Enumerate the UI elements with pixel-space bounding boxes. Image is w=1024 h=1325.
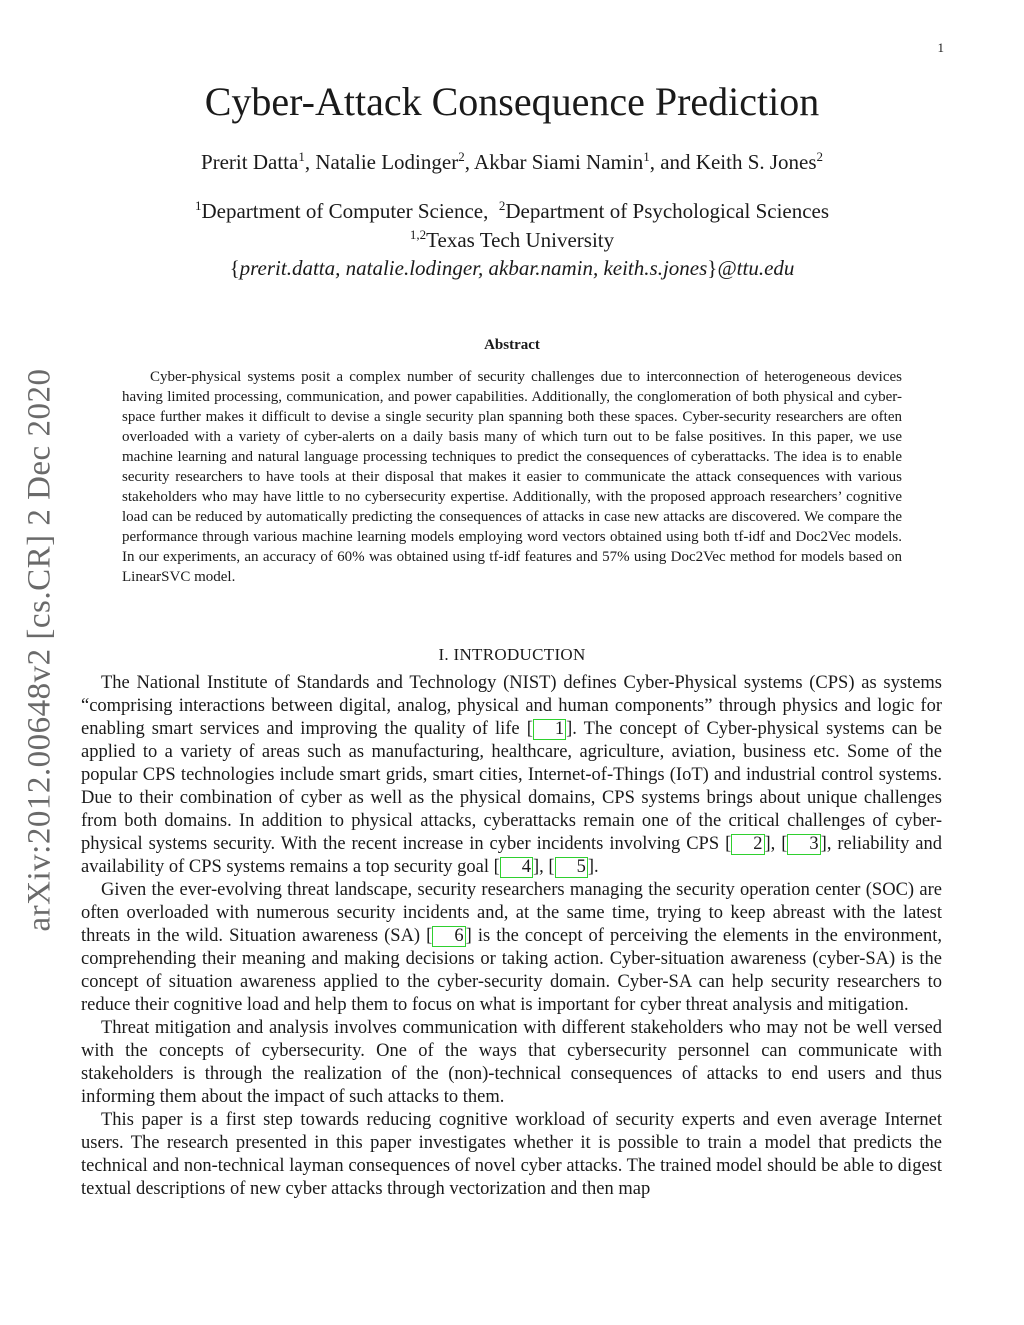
arxiv-identifier-stamp[interactable]: arXiv:2012.00648v2 [cs.CR] 2 Dec 2020 bbox=[21, 368, 58, 932]
author-name: , and Keith S. Jones bbox=[649, 150, 817, 174]
paragraph-text: ]. The concept of Cyber-physical systems can be applied to a variety of areas such as manufacturing, healthcare, agriculture, aviation, business etc. Some of the popular CPS technologies include smart grids, smart cities, Internet-of-Things (IoT) and industrial control systems. Due to their combination of cyber as well as the physical domains, CPS systems brings about unique challenges from both domains. In addition to physical attacks, cyberattacks remain one of the critical challenges of cyber-physical systems security. With the recent increase in cyber incidents involving CPS [ bbox=[81, 719, 942, 854]
section-title-initial: I bbox=[453, 645, 460, 664]
paragraph-text: Given the ever-evolving threat landscape, security researchers managing the security operation center (SOC) are often overloaded with numerous security incidents and, at the same time, trying to keep abreast with the latest threats in the wild. Situation awareness (SA) [ bbox=[81, 880, 942, 946]
introduction-body bbox=[81, 672, 942, 1201]
email-brace-close: } bbox=[707, 256, 718, 280]
author-emails[interactable] bbox=[0, 256, 1024, 281]
affiliation-mark: 1,2 bbox=[409, 227, 427, 242]
paragraph-text: ], [ bbox=[764, 834, 788, 854]
section-heading-introduction bbox=[0, 645, 1024, 665]
paragraph bbox=[81, 672, 942, 879]
citation-link[interactable]: 4 bbox=[500, 857, 533, 878]
affiliation-university bbox=[0, 228, 1024, 253]
citation-link[interactable]: 1 bbox=[533, 719, 566, 740]
citation-link[interactable]: 2 bbox=[731, 834, 764, 855]
paper-title: Cyber-Attack Consequence Prediction bbox=[204, 79, 820, 124]
paragraph-text: ], [ bbox=[533, 857, 555, 877]
author-name: Prerit Datta bbox=[200, 150, 299, 174]
author-name: , Akbar Siami Namin bbox=[464, 150, 644, 174]
affiliation-departments bbox=[0, 199, 1024, 224]
paragraph: Threat mitigation and analysis involves communication with different stakeholders who may not be well versed with the concepts of cybersecurity. One of the ways that cybersecurity personnel can communicate with stakeholders is through the realization of the (non)-technical consequences of attacks to end users and thus informing them about the impact of such attacks to them. bbox=[81, 1018, 942, 1107]
citation-link[interactable]: 3 bbox=[787, 834, 820, 855]
email-usernames: prerit.datta, natalie.lodinger, akbar.namin, keith.s.jones bbox=[239, 256, 708, 280]
author-affiliation-mark: 2 bbox=[816, 149, 824, 164]
author-affiliation-mark: 2 bbox=[458, 149, 465, 164]
paragraph bbox=[81, 879, 942, 1017]
paragraph-text: ], reliability and availability of CPS systems remains a top security goal [ bbox=[81, 834, 942, 877]
department-psychological-sciences: Department of Psychological Sciences bbox=[505, 199, 830, 223]
section-number: I. bbox=[438, 645, 449, 664]
affiliation-mark: 1 bbox=[194, 198, 202, 213]
university-name: Texas Tech University bbox=[426, 228, 615, 252]
paragraph: This paper is a first step towards reducing cognitive workload of security experts and even average Internet users. The research presented in this paper investigates whether it is possible to train a model that predicts the technical and non-technical layman consequences of novel cyber attacks. The trained model should be able to digest textual descriptions of new cyber attacks through vectorization and then map bbox=[81, 1110, 942, 1199]
citation-link[interactable]: 5 bbox=[555, 857, 588, 878]
author-affiliation-mark: 1 bbox=[643, 149, 650, 164]
section-title-rest: NTRODUCTION bbox=[459, 645, 586, 664]
abstract-heading: Abstract bbox=[484, 337, 540, 353]
email-brace-open: { bbox=[229, 256, 240, 280]
author-name: , Natalie Lodinger bbox=[304, 150, 459, 174]
paragraph-text: ] is the concept of perceiving the elements in the environment, comprehending their meaning and making decisions or taking action. Cyber-situation awareness (cyber-SA) is the concept of situation awareness applied to the cyber-security domain. Cyber-SA can help security researchers to reduce their cognitive load and help them to focus on what is important for cyber threat analysis and mitigation. bbox=[81, 926, 942, 1015]
page-number: 1 bbox=[937, 40, 944, 55]
author-affiliation-mark: 1 bbox=[298, 149, 305, 164]
department-computer-science: Department of Computer Science, bbox=[201, 199, 489, 223]
citation-link[interactable]: 6 bbox=[432, 926, 465, 947]
paragraph-text: The National Institute of Standards and Technology (NIST) defines Cyber-Physical systems (CPS) as systems “comprising interactions between digital, analog, physical and human components” through physics and logic for enabling smart services and improving the quality of life [ bbox=[81, 673, 942, 739]
email-domain: @ttu.edu bbox=[717, 256, 795, 280]
abstract-text: Cyber-physical systems posit a complex number of security challenges due to interconnection of heterogeneous devices having limited processing, communication, and power capabilities. Additionally, the conglomeration of both physical and cyber-space further makes it difficult to devise a single security plan spanning both these spaces. Cyber-security researchers are often overloaded with a variety of cyber-alerts on a daily basis many of which turn out to be false positives. In this paper, we use machine learning and natural language processing techniques to predict the consequences of cyberattacks. The idea is to enable security researchers to have tools at their disposal that makes it easier to communicate the attack consequences with various stakeholders who may have little to no cybersecurity expertise. Additionally, with the proposed approach researchers’ cognitive load can be reduced by automatically predicting the consequences of attacks in case new attacks are discovered. We compare the performance through various machine learning models employing word vectors obtained using both tf-idf and Doc2Vec models. In our experiments, an accuracy of 60% was obtained using tf-idf features and 57% using Doc2Vec method for models based on LinearSVC model. bbox=[122, 369, 902, 585]
author-list bbox=[0, 150, 1024, 175]
affiliation-mark: 2 bbox=[498, 198, 506, 213]
paragraph-text: ]. bbox=[587, 857, 599, 877]
section-title bbox=[454, 645, 586, 664]
